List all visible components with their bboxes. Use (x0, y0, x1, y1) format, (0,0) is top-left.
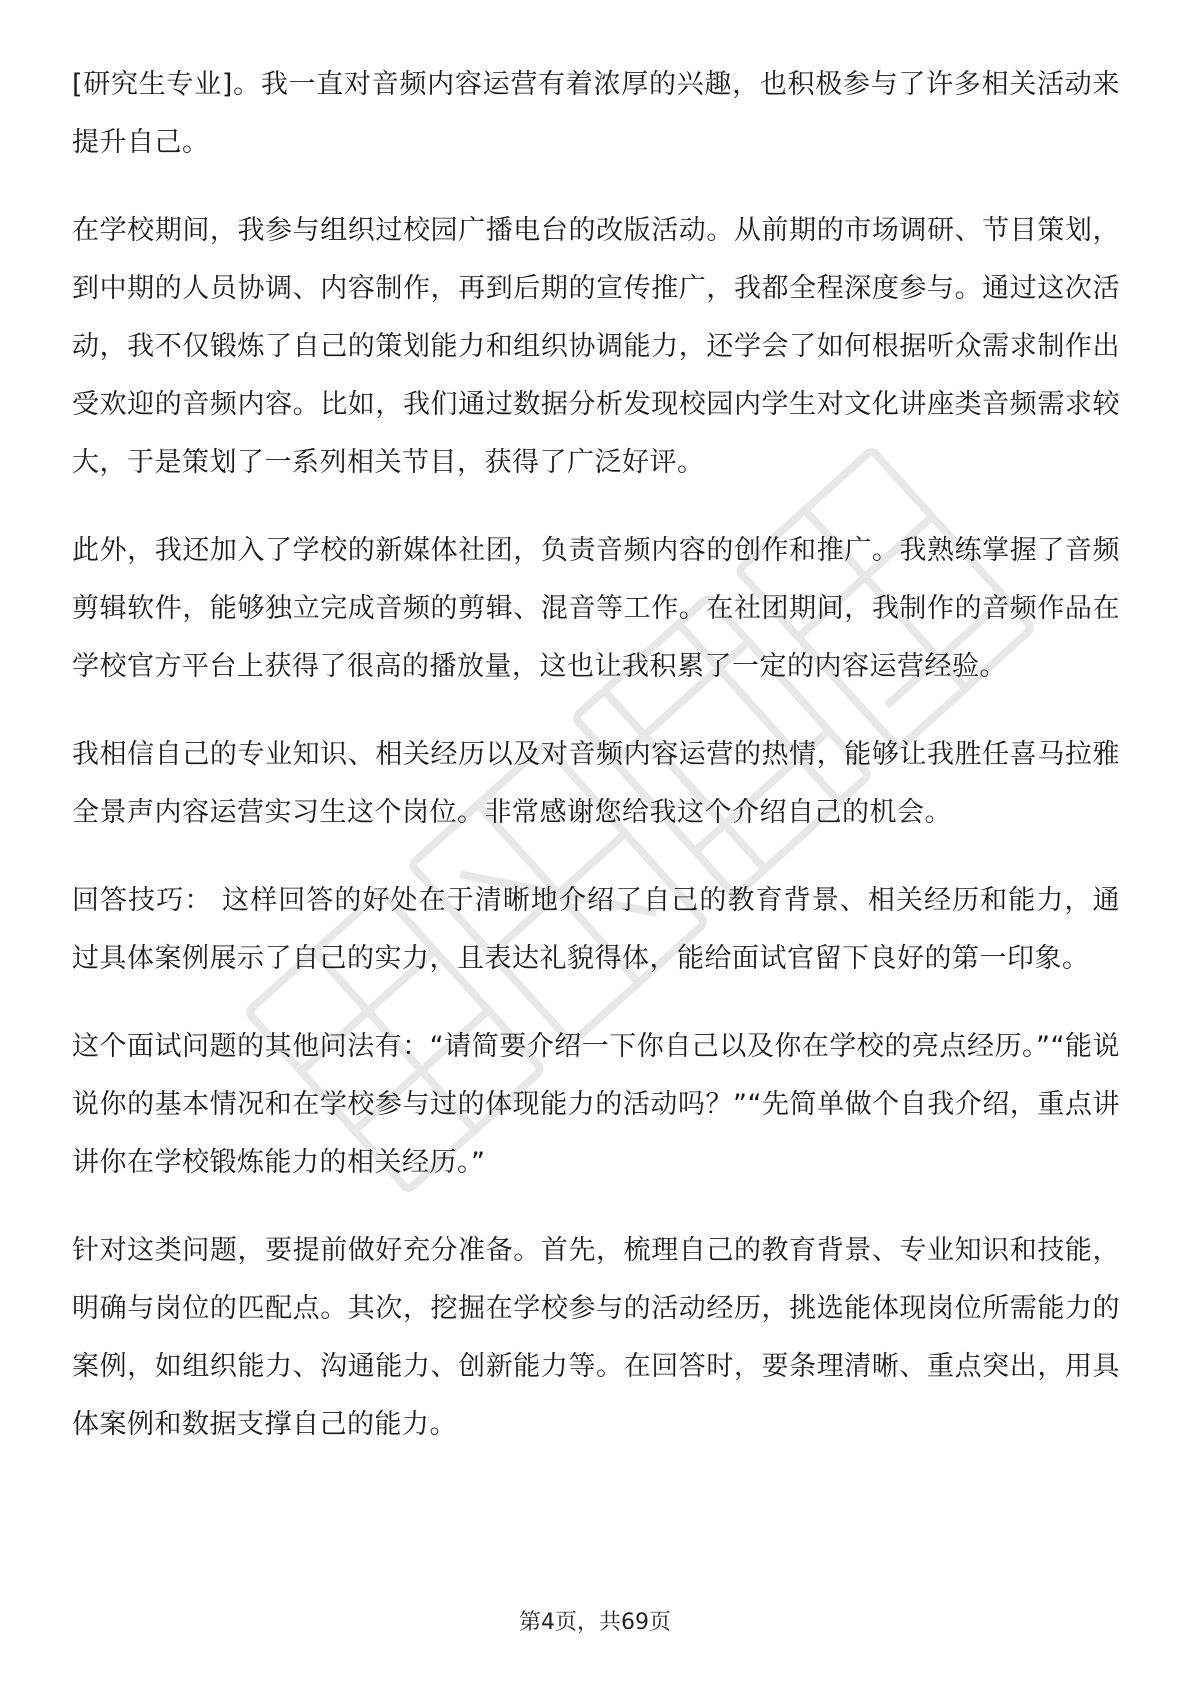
paragraph-alternative-questions: 这个面试问题的其他问法有：“请简要介绍一下你自己以及你在学校的亮点经历。”“能说说你的基本情况和在学校参与过的体现能力的活动吗？”“先简单做个自我介绍，重点讲讲你在学校锻炼能力的相关经历。” (72, 1031, 1120, 1178)
paragraph-new-media-club: 此外，我还加入了学校的新媒体社团，负责音频内容的创作和推广。我熟练掌握了音频剪辑软件，能够独立完成音频的剪辑、混音等工作。在社团期间，我制作的音频作品在学校官方平台上获得了很高的播放量，这也让我积累了一定的内容运营经验。 (72, 535, 1120, 682)
page-number: 第4页，共69页 (519, 1610, 671, 1635)
document-body (72, 56, 1120, 1484)
paragraph-conclusion: 我相信自己的专业知识、相关经历以及对音频内容运营的热情，能够让我胜任喜马拉雅全景声内容运营实习生这个岗位。非常感谢您给我这个介绍自己的机会。 (72, 739, 1120, 828)
paragraph-answer-tips: 回答技巧： 这样回答的好处在于清晰地介绍了自己的教育背景、相关经历和能力，通过具体案例展示了自己的实力，且表达礼貌得体，能给面试官留下良好的第一印象。 (72, 885, 1120, 974)
paragraph-radio-activity: 在学校期间，我参与组织过校园广播电台的改版活动。从前期的市场调研、节目策划，到中期的人员协调、内容制作，再到后期的宣传推广，我都全程深度参与。通过这次活动，我不仅锻炼了自己的策划能力和组织协调能力，还学会了如何根据听众需求制作出受欢迎的音频内容。比如，我们通过数据分析发现校园内学生对文化讲座类音频需求较大，于是策划了一系列相关节目，获得了广泛好评。 (72, 215, 1120, 478)
paragraph-preparation-advice: 针对这类问题，要提前做好充分准备。首先，梳理自己的教育背景、专业知识和技能，明确与岗位的匹配点。其次，挖掘在学校参与的活动经历，挑选能体现岗位所需能力的案例，如组织能力、沟通能力、创新能力等。在回答时，要条理清晰、重点突出，用具体案例和数据支撑自己的能力。 (72, 1235, 1120, 1440)
paragraph-intro-end: [研究生专业]。我一直对音频内容运营有着浓厚的兴趣，也积极参与了许多相关活动来提升自己。 (72, 69, 1120, 158)
